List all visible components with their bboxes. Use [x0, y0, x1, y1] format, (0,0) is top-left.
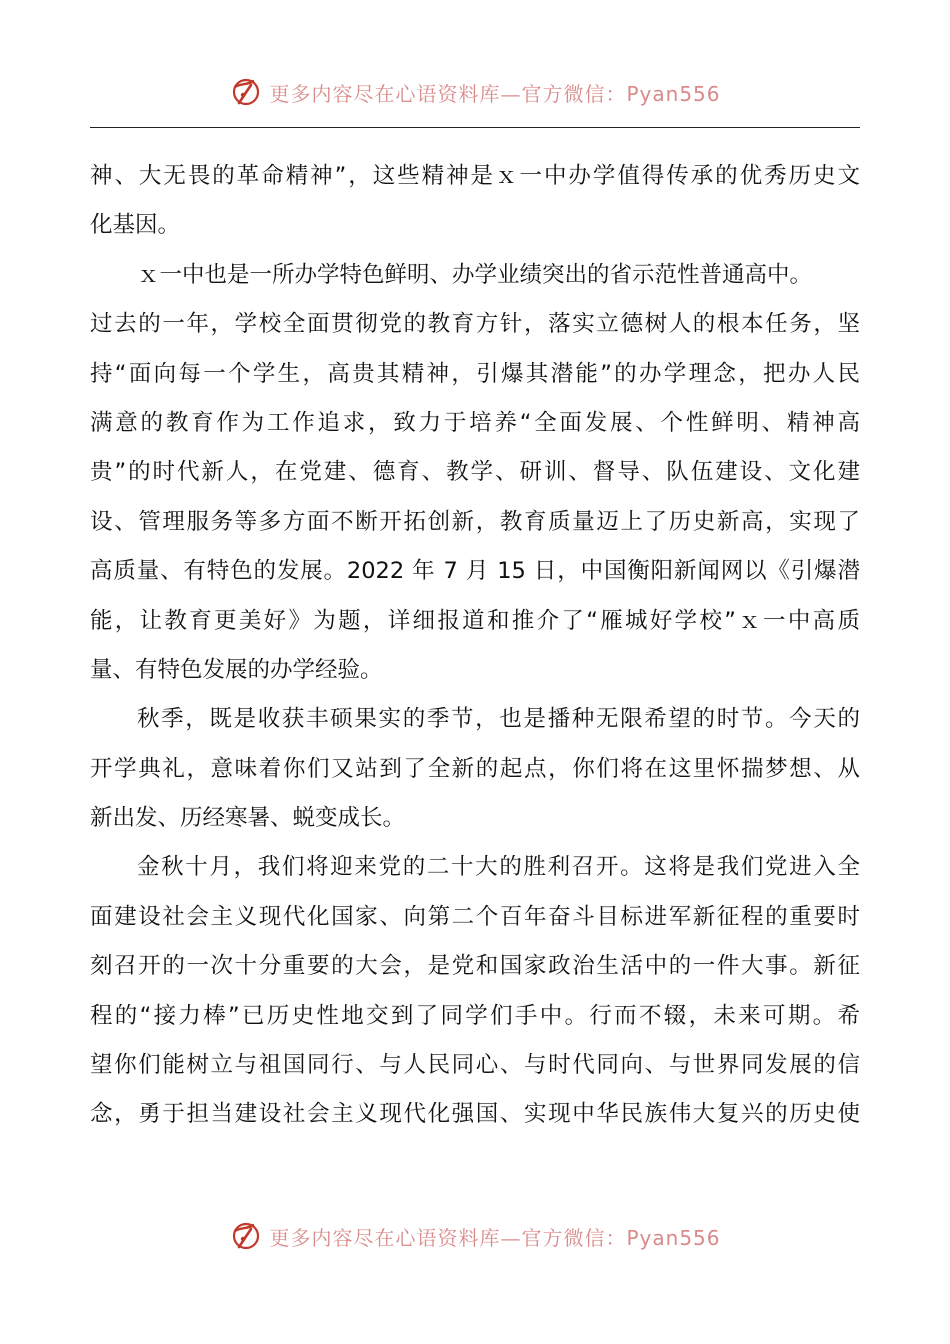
footer-watermark-label: 更多内容尽在心语资料库—官方微信：	[269, 1225, 627, 1250]
body-line: 过去的一年，学校全面贯彻党的教育方针，落实立德树人的根本任务，坚	[90, 311, 860, 338]
brand-logo-icon	[229, 1219, 263, 1253]
header-divider	[90, 127, 860, 128]
body-line: 面建设社会主义现代化国家、向第二个百年奋斗目标进军新征程的重要时	[90, 903, 860, 930]
body-line: 金秋十月，我们将迎来党的二十大的胜利召开。这将是我们党进入全	[137, 854, 860, 881]
header-watermark-label: 更多内容尽在心语资料库—官方微信：	[269, 81, 627, 106]
footer-watermark-text	[269, 1222, 720, 1251]
brand-logo-icon	[229, 75, 263, 109]
body-line: 满意的教育作为工作追求，致力于培养“全面发展、个性鲜明、精神高	[90, 409, 860, 436]
body-line: 开学典礼，意味着你们又站到了全新的起点，你们将在这里怀揣梦想、从	[90, 755, 860, 782]
body-line: 化基因。	[90, 212, 181, 239]
header-wechat-id: Pyan556	[626, 81, 721, 106]
body-line: 设、管理服务等多方面不断开拓创新，教育质量迈上了历史新高，实现了	[90, 508, 860, 535]
document-body	[90, 152, 860, 1140]
body-line: 量、有特色发展的办学经验。	[90, 656, 383, 683]
body-line: 神、大无畏的革命精神”，这些精神是ｘ一中办学值得传承的优秀历史文	[90, 163, 860, 189]
body-line: 持“面向每一个学生，高贵其精神，引爆其潜能”的办学理念，把办人民	[90, 360, 860, 387]
body-line: 程的“接力棒”已历史性地交到了同学们手中。行而不辍，未来可期。希	[90, 1002, 860, 1029]
body-line: 秋季，既是收获丰硕果实的季节，也是播种无限希望的时节。今天的	[137, 706, 860, 733]
header-watermark-text	[269, 78, 720, 107]
body-line: 能，让教育更美好》为题，详细报道和推介了“雁城好学校”ｘ一中高质	[90, 607, 860, 634]
footer-wechat-id: Pyan556	[626, 1225, 721, 1250]
header-watermark	[0, 72, 950, 112]
body-line: ｘ一中也是一所办学特色鲜明、办学业绩突出的省示范性普通高中。	[137, 261, 813, 288]
body-line: 望你们能树立与祖国同行、与人民同心、与时代同向、与世界同发展的信	[90, 1052, 860, 1079]
body-line: 念，勇于担当建设社会主义现代化强国、实现中华民族伟大复兴的历史使	[90, 1101, 860, 1128]
body-line: 贵”的时代新人，在党建、德育、教学、研训、督导、队伍建设、文化建	[90, 459, 860, 486]
body-line: 新出发、历经寒暑、蜕变成长。	[90, 805, 406, 832]
footer-watermark	[0, 1216, 950, 1256]
body-line: 高质量、有特色的发展。2022 年 7 月 15 日，中国衡阳新闻网以《引爆潜	[90, 558, 860, 585]
body-line: 刻召开的一次十分重要的大会，是党和国家政治生活中的一件大事。新征	[90, 953, 860, 980]
